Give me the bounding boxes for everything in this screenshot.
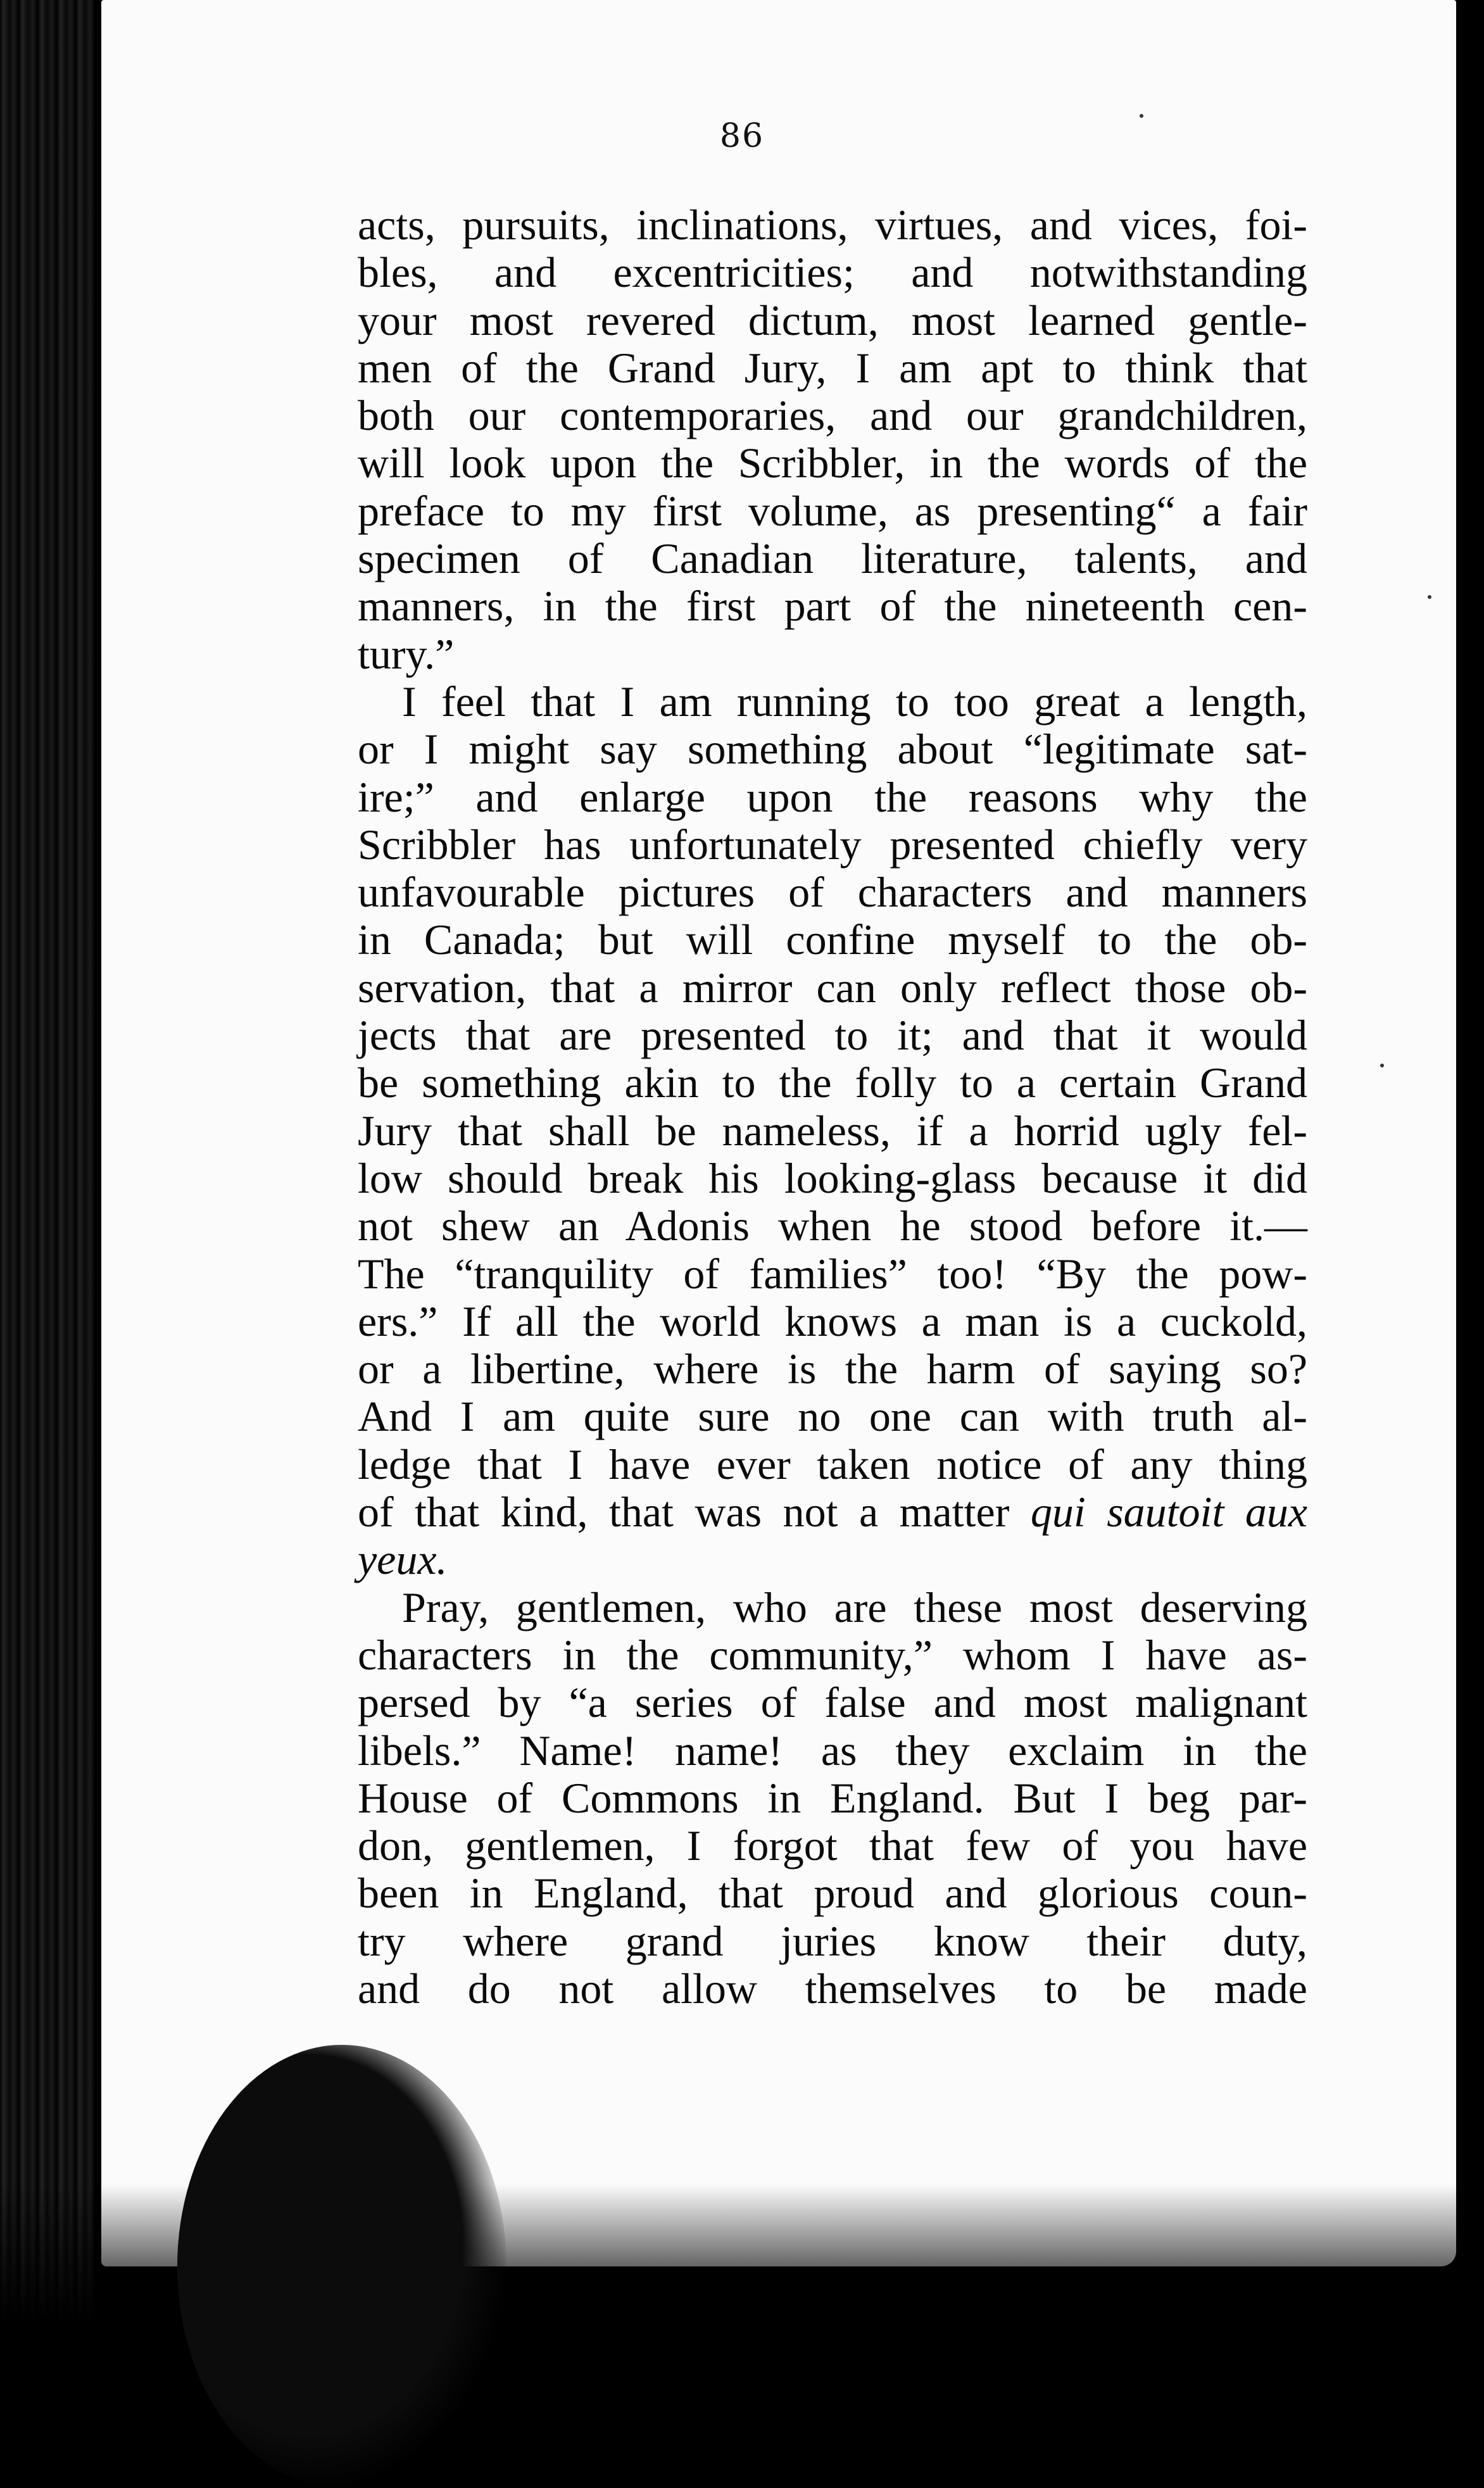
text-line: bles, and excentricities; and notwithstanding (358, 248, 1307, 297)
text-line: not shew an Adonis when he stood before it.— (358, 1202, 1307, 1250)
text-line: Scribbler has unfortunately presented chiefly very (358, 820, 1307, 869)
text-line: been in England, that proud and glorious coun- (358, 1869, 1307, 1918)
text-line: Jury that shall be nameless, if a horrid ugly fel- (358, 1106, 1307, 1155)
text-line: try where grand juries know their duty, (358, 1916, 1307, 1965)
text-line: acts, pursuits, inclinations, virtues, and vices, foi- (358, 201, 1307, 249)
text-line: The “tranquility of families” too! “By the pow- (358, 1249, 1307, 1298)
text-line: Pray, gentlemen, who are these most deserving (402, 1583, 1307, 1631)
book-spine (0, 0, 95, 2441)
text-line: And I am quite sure no one can with truth al- (358, 1392, 1307, 1441)
text-line: preface to my first volume, as presenting“ a fair (358, 486, 1307, 535)
text-line: manners, in the first part of the nineteenth cen- (358, 582, 1307, 631)
text-line: or a libertine, where is the harm of saying so? (358, 1345, 1307, 1393)
text-line: or I might say something about “legitimate sat- (358, 725, 1307, 774)
text-line (358, 1536, 1307, 1583)
body-text (358, 201, 1307, 2013)
page-number: 86 (719, 117, 765, 155)
text-line: jects that are presented to it; and that it would (358, 1011, 1307, 1060)
thumb-shadow (177, 2045, 506, 2488)
text-line: tury.” (358, 629, 455, 678)
text-line: ire;” and enlarge upon the reasons why the (358, 772, 1307, 821)
italic-phrase: yeux. (358, 1535, 448, 1584)
text-line: characters in the community,” whom I have as- (358, 1630, 1307, 1679)
speck (1428, 595, 1431, 599)
text-line: both our contemporaries, and our grandchildren, (358, 391, 1307, 440)
text-line: House of Commons in England. But I beg par- (358, 1773, 1307, 1822)
text-line: low should break his looking-glass because it did (358, 1153, 1307, 1202)
speck (1380, 1064, 1384, 1067)
text-line: libels.” Name! name! as they exclaim in the (358, 1726, 1307, 1775)
text-line: in Canada; but will confine myself to the ob- (358, 915, 1307, 964)
text-line: ers.” If all the world knows a man is a cuckold, (358, 1297, 1307, 1345)
text-line: of that kind, that was not a matter qui sautoit aux (358, 1488, 1308, 1536)
text-line: and do not allow themselves to be made (358, 1964, 1307, 2013)
text-line: be something akin to the folly to a certain Grand (358, 1059, 1307, 1107)
text-line: ledge that I have ever taken notice of any thing (358, 1440, 1307, 1488)
text-line: will look upon the Scribbler, in the words of the (358, 439, 1307, 487)
text-line: persed by “a series of false and most malignant (358, 1678, 1307, 1727)
text-line: your most revered dictum, most learned gentle- (358, 296, 1307, 344)
page-edge-shadow (1456, 0, 1484, 2441)
text-line: men of the Grand Jury, I am apt to think that (358, 343, 1307, 392)
italic-phrase: qui sautoit aux (1030, 1488, 1308, 1536)
text-line: specimen of Canadian literature, talents, and (358, 534, 1307, 583)
text-line: I feel that I am running to too great a length, (402, 677, 1307, 726)
text-line: servation, that a mirror can only reflect those ob- (358, 963, 1307, 1012)
text-line: don, gentlemen, I forgot that few of you have (358, 1821, 1307, 1870)
text-line: unfavourable pictures of characters and manners (358, 868, 1307, 917)
